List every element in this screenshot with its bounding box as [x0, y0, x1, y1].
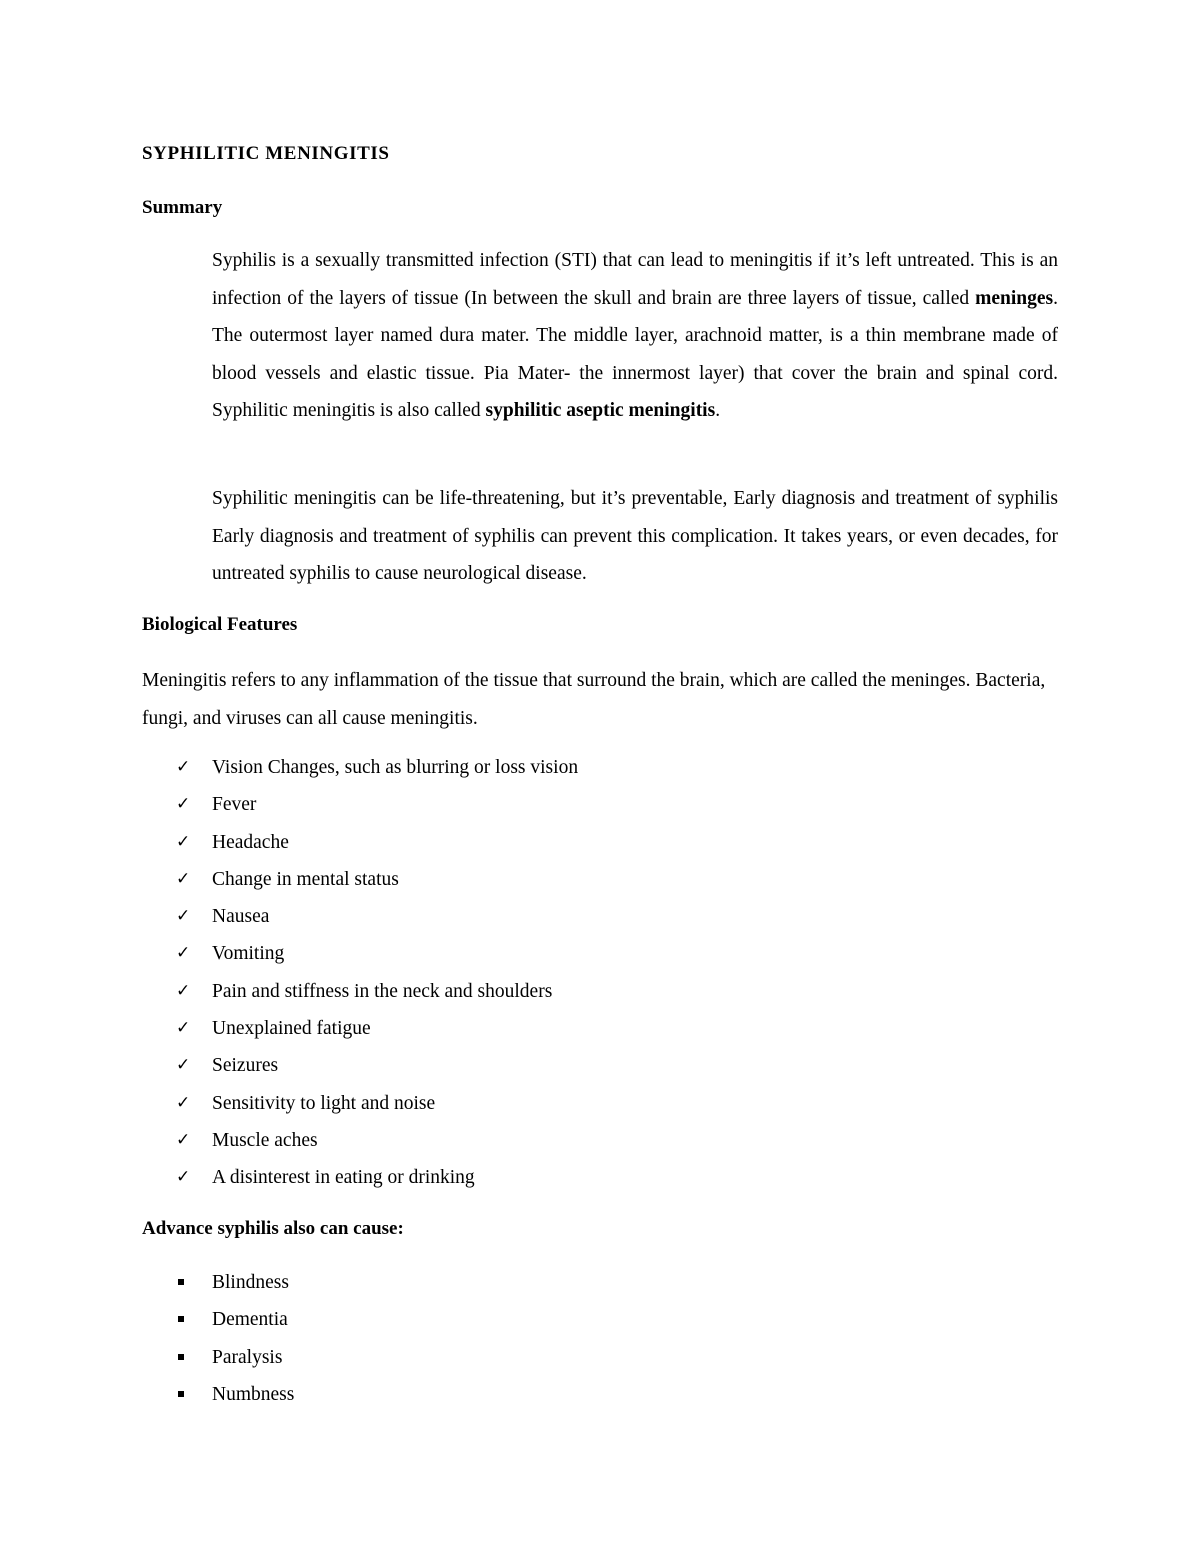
list-item [0, 1301, 900, 1338]
list-item [0, 1159, 900, 1196]
biological-features-heading: Biological Features [142, 614, 298, 635]
summary-paragraph-1 [212, 242, 1058, 430]
list-item-text: Muscle aches [212, 1129, 318, 1151]
square-bullet-icon [178, 1316, 184, 1322]
list-item [0, 749, 900, 786]
list-item-text: Sensitivity to light and noise [212, 1092, 436, 1114]
list-item-text: Fever [212, 794, 257, 816]
list-item [0, 824, 900, 861]
check-mark-icon: ✓ [176, 1018, 191, 1039]
summary-paragraph-2: Syphilitic meningitis can be life-threatening, but it’s preventable, Early diagnosis and treatment of syphilis Early diagnosis and treatment of syphilis can prevent this complication. It takes years, or even decades, for untreated syphilis to cause neurological disease. [212, 488, 1058, 584]
list-item-text: Nausea [212, 906, 270, 928]
check-mark-icon: ✓ [176, 1092, 191, 1113]
advance-syphilis-heading: Advance syphilis also can cause: [142, 1218, 404, 1239]
list-item-text: Pain and stiffness in the neck and shoulders [212, 980, 553, 1002]
symptom-checklist [0, 749, 900, 1197]
list-item-text: Headache [212, 831, 289, 853]
check-mark-icon: ✓ [176, 1129, 191, 1150]
list-item [0, 935, 900, 972]
list-item-text: A disinterest in eating or drinking [212, 1167, 475, 1189]
square-bullet-icon [178, 1354, 184, 1360]
list-item-text: Seizures [212, 1055, 279, 1077]
list-item [0, 1122, 900, 1159]
list-item-text: Vision Changes, such as blurring or loss vision [212, 757, 579, 778]
check-mark-icon: ✓ [176, 980, 191, 1001]
advance-effects-list [0, 1264, 900, 1413]
list-item [0, 1047, 900, 1084]
list-item-text: Paralysis [212, 1346, 283, 1368]
list-item-text: Dementia [212, 1309, 288, 1331]
biological-features-paragraph: Meningitis refers to any inflammation of the tissue that surround the brain, which are called the meninges. Bacteria, fungi, and viruses can all cause meningitis. [142, 670, 1046, 729]
summary-p1-text-1: Syphilis is a sexually transmitted infection (STI) that can lead to meningitis if it’s left untreated. This is an infection of the layers of tissue (In between the skull and brain are three layers of tissue, called [212, 250, 1058, 309]
list-item-text: Blindness [212, 1272, 289, 1293]
check-mark-icon: ✓ [176, 1167, 191, 1188]
check-mark-icon: ✓ [176, 794, 191, 815]
list-item-text: Numbness [212, 1383, 295, 1405]
summary-p1-text-3: . [715, 400, 721, 421]
list-item [0, 1264, 900, 1301]
check-mark-icon: ✓ [176, 906, 191, 927]
square-bullet-icon [178, 1279, 184, 1285]
list-item [0, 898, 900, 935]
list-item-text: Change in mental status [212, 868, 399, 890]
list-item [0, 786, 900, 823]
square-bullet-icon [178, 1391, 184, 1397]
list-item [0, 1339, 900, 1376]
list-item [0, 973, 900, 1010]
summary-p1-bold-meninges: meninges [975, 287, 1054, 309]
summary-heading: Summary [142, 197, 223, 218]
list-item [0, 1010, 900, 1047]
list-item-text: Unexplained fatigue [212, 1018, 371, 1040]
list-item [0, 861, 900, 898]
summary-p1-bold-term: syphilitic aseptic meningitis [485, 400, 716, 421]
summary-p1-text-2: . The outermost layer named dura mater. The middle layer, arachnoid matter, is a thin membrane made of blood vessels and elastic tissue. Pia Mater- the innermost layer) that cover the brain and spinal cord. Syphilitic meningitis is also called [212, 287, 1058, 421]
check-mark-icon: ✓ [176, 831, 191, 852]
check-mark-icon: ✓ [176, 757, 191, 777]
check-mark-icon: ✓ [176, 943, 191, 964]
check-mark-icon: ✓ [176, 868, 191, 889]
document-title: SYPHILITIC MENINGITIS [142, 143, 390, 164]
list-item [0, 1085, 900, 1122]
check-mark-icon: ✓ [176, 1055, 191, 1076]
list-item [0, 1376, 900, 1413]
list-item-text: Vomiting [212, 943, 285, 965]
